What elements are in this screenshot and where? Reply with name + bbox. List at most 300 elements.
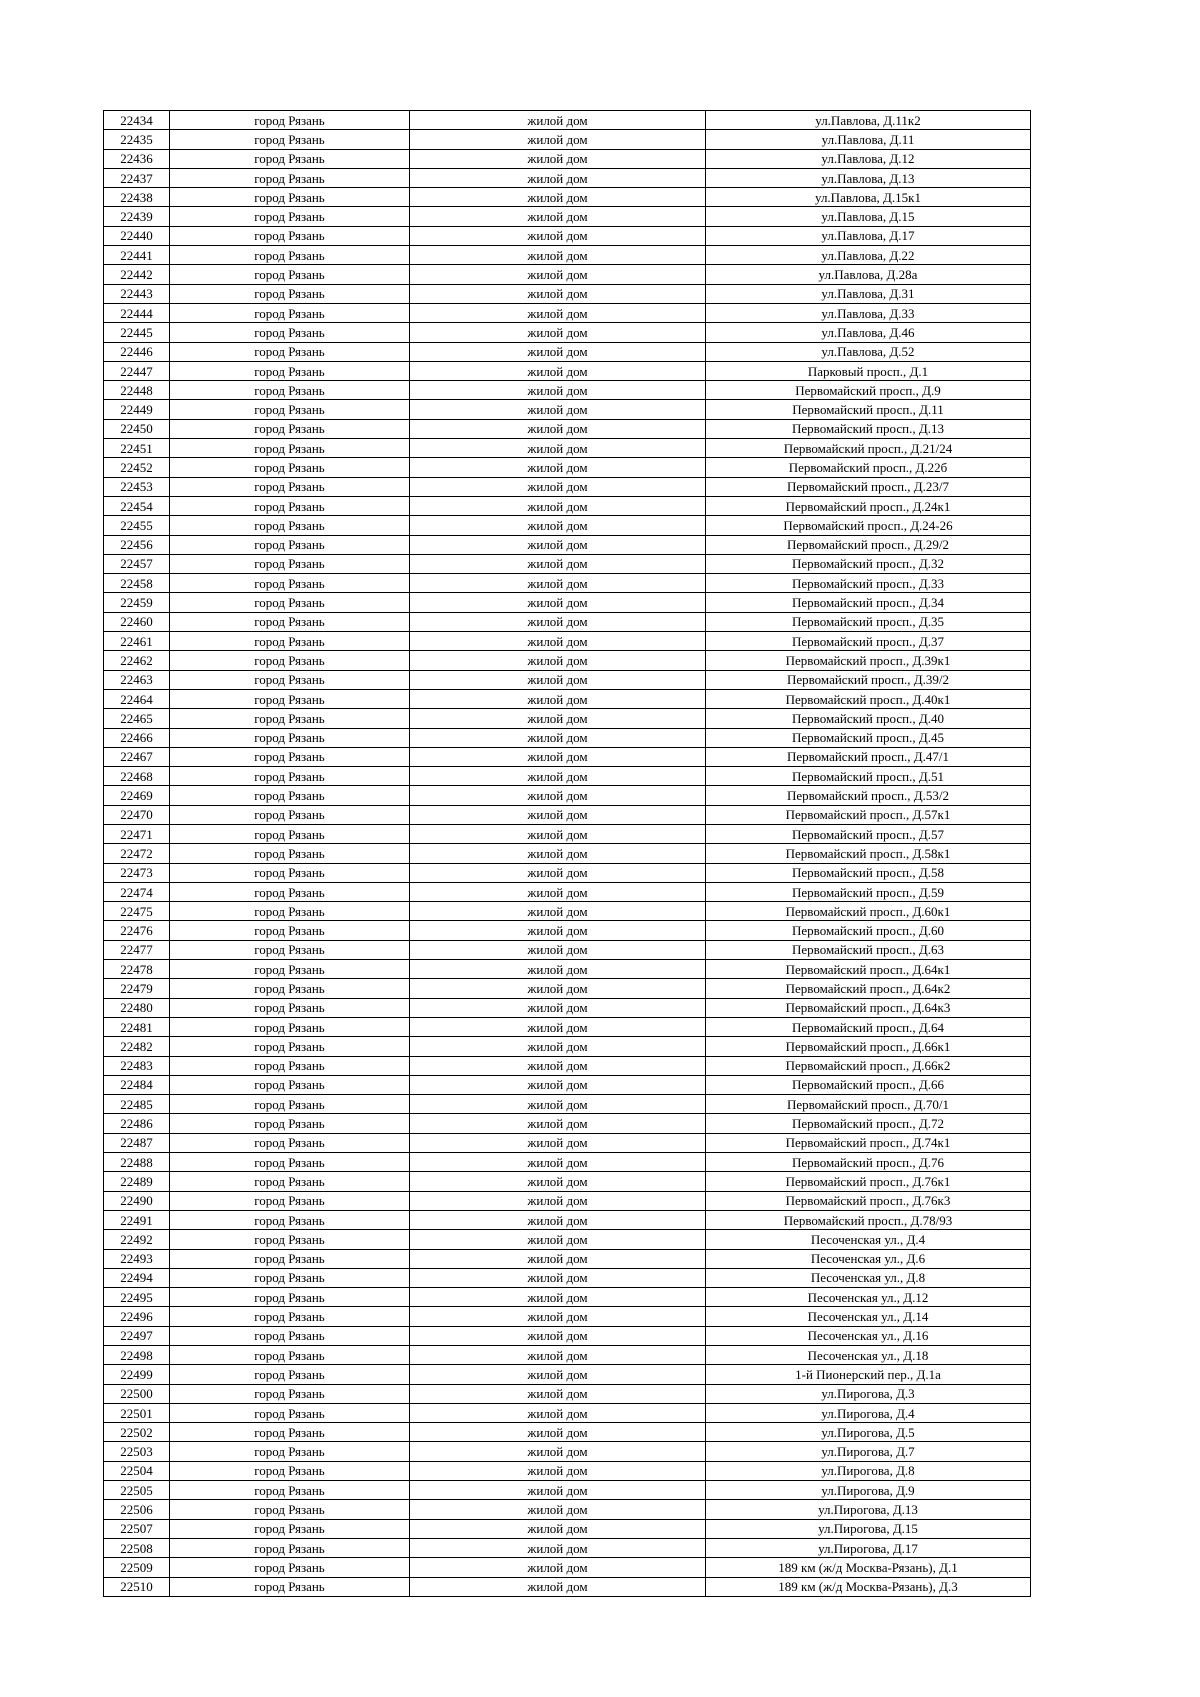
city-cell: город Рязань bbox=[170, 1249, 410, 1268]
row-number-cell: 22452 bbox=[104, 458, 170, 477]
building-type-cell: жилой дом bbox=[410, 709, 706, 728]
city-cell: город Рязань bbox=[170, 882, 410, 901]
table-row bbox=[104, 1230, 1031, 1249]
table-row bbox=[104, 458, 1031, 477]
city-cell: город Рязань bbox=[170, 207, 410, 226]
table-row bbox=[104, 1558, 1031, 1577]
row-number-cell: 22487 bbox=[104, 1133, 170, 1152]
building-type-cell: жилой дом bbox=[410, 303, 706, 322]
building-type-cell: жилой дом bbox=[410, 111, 706, 130]
building-type-cell: жилой дом bbox=[410, 361, 706, 380]
building-type-cell: жилой дом bbox=[410, 554, 706, 573]
city-cell: город Рязань bbox=[170, 689, 410, 708]
table-row bbox=[104, 786, 1031, 805]
city-cell: город Рязань bbox=[170, 1230, 410, 1249]
building-type-cell: жилой дом bbox=[410, 168, 706, 187]
address-cell: Первомайский просп., Д.76 bbox=[706, 1153, 1031, 1172]
row-number-cell: 22482 bbox=[104, 1037, 170, 1056]
building-type-cell: жилой дом bbox=[410, 535, 706, 554]
address-cell: ул.Павлова, Д.11 bbox=[706, 130, 1031, 149]
row-number-cell: 22508 bbox=[104, 1538, 170, 1557]
city-cell: город Рязань bbox=[170, 516, 410, 535]
row-number-cell: 22465 bbox=[104, 709, 170, 728]
building-type-cell: жилой дом bbox=[410, 381, 706, 400]
city-cell: город Рязань bbox=[170, 188, 410, 207]
row-number-cell: 22509 bbox=[104, 1558, 170, 1577]
table-row bbox=[104, 168, 1031, 187]
row-number-cell: 22440 bbox=[104, 226, 170, 245]
address-cell: ул.Павлова, Д.15к1 bbox=[706, 188, 1031, 207]
building-type-cell: жилой дом bbox=[410, 323, 706, 342]
address-cell: Первомайский просп., Д.66к2 bbox=[706, 1056, 1031, 1075]
table-row bbox=[104, 593, 1031, 612]
address-cell: Первомайский просп., Д.66к1 bbox=[706, 1037, 1031, 1056]
row-number-cell: 22501 bbox=[104, 1403, 170, 1422]
row-number-cell: 22471 bbox=[104, 824, 170, 843]
table-row bbox=[104, 496, 1031, 515]
building-type-cell: жилой дом bbox=[410, 1365, 706, 1384]
city-cell: город Рязань bbox=[170, 902, 410, 921]
building-type-cell: жилой дом bbox=[410, 265, 706, 284]
city-cell: город Рязань bbox=[170, 1384, 410, 1403]
building-type-cell: жилой дом bbox=[410, 728, 706, 747]
address-cell: Песоченская ул., Д.4 bbox=[706, 1230, 1031, 1249]
building-type-cell: жилой дом bbox=[410, 1037, 706, 1056]
city-cell: город Рязань bbox=[170, 979, 410, 998]
address-cell: Песоченская ул., Д.16 bbox=[706, 1326, 1031, 1345]
row-number-cell: 22468 bbox=[104, 767, 170, 786]
building-type-cell: жилой дом bbox=[410, 1133, 706, 1152]
city-cell: город Рязань bbox=[170, 651, 410, 670]
building-type-cell: жилой дом bbox=[410, 207, 706, 226]
row-number-cell: 22457 bbox=[104, 554, 170, 573]
building-type-cell: жилой дом bbox=[410, 1307, 706, 1326]
building-type-cell: жилой дом bbox=[410, 477, 706, 496]
city-cell: город Рязань bbox=[170, 1210, 410, 1229]
address-cell: Первомайский просп., Д.11 bbox=[706, 400, 1031, 419]
city-cell: город Рязань bbox=[170, 1326, 410, 1345]
building-type-cell: жилой дом bbox=[410, 998, 706, 1017]
building-type-cell: жилой дом bbox=[410, 786, 706, 805]
city-cell: город Рязань bbox=[170, 1461, 410, 1480]
row-number-cell: 22485 bbox=[104, 1095, 170, 1114]
table-row bbox=[104, 1346, 1031, 1365]
table-row bbox=[104, 381, 1031, 400]
table-row bbox=[104, 1153, 1031, 1172]
address-cell: Первомайский просп., Д.63 bbox=[706, 940, 1031, 959]
address-cell: Первомайский просп., Д.64к2 bbox=[706, 979, 1031, 998]
row-number-cell: 22456 bbox=[104, 535, 170, 554]
row-number-cell: 22497 bbox=[104, 1326, 170, 1345]
address-cell: ул.Павлова, Д.22 bbox=[706, 246, 1031, 265]
building-type-cell: жилой дом bbox=[410, 1114, 706, 1133]
building-type-cell: жилой дом bbox=[410, 651, 706, 670]
table-row bbox=[104, 1268, 1031, 1287]
address-cell: Первомайский просп., Д.37 bbox=[706, 632, 1031, 651]
city-cell: город Рязань bbox=[170, 1423, 410, 1442]
address-cell: Песоченская ул., Д.18 bbox=[706, 1346, 1031, 1365]
row-number-cell: 22491 bbox=[104, 1210, 170, 1229]
row-number-cell: 22507 bbox=[104, 1519, 170, 1538]
city-cell: город Рязань bbox=[170, 863, 410, 882]
row-number-cell: 22474 bbox=[104, 882, 170, 901]
building-type-cell: жилой дом bbox=[410, 246, 706, 265]
building-type-cell: жилой дом bbox=[410, 516, 706, 535]
city-cell: город Рязань bbox=[170, 1442, 410, 1461]
building-type-cell: жилой дом bbox=[410, 593, 706, 612]
table-row bbox=[104, 130, 1031, 149]
row-number-cell: 22453 bbox=[104, 477, 170, 496]
row-number-cell: 22444 bbox=[104, 303, 170, 322]
table-row bbox=[104, 1384, 1031, 1403]
building-type-cell: жилой дом bbox=[410, 902, 706, 921]
city-cell: город Рязань bbox=[170, 1519, 410, 1538]
address-cell: ул.Павлова, Д.15 bbox=[706, 207, 1031, 226]
table-row bbox=[104, 689, 1031, 708]
address-cell: ул.Пирогова, Д.3 bbox=[706, 1384, 1031, 1403]
table-row bbox=[104, 960, 1031, 979]
city-cell: город Рязань bbox=[170, 130, 410, 149]
row-number-cell: 22499 bbox=[104, 1365, 170, 1384]
row-number-cell: 22488 bbox=[104, 1153, 170, 1172]
city-cell: город Рязань bbox=[170, 284, 410, 303]
building-type-cell: жилой дом bbox=[410, 844, 706, 863]
building-type-cell: жилой дом bbox=[410, 979, 706, 998]
building-type-cell: жилой дом bbox=[410, 767, 706, 786]
address-cell: Первомайский просп., Д.22б bbox=[706, 458, 1031, 477]
building-type-cell: жилой дом bbox=[410, 1558, 706, 1577]
row-number-cell: 22466 bbox=[104, 728, 170, 747]
address-cell: Первомайский просп., Д.24к1 bbox=[706, 496, 1031, 515]
building-type-cell: жилой дом bbox=[410, 226, 706, 245]
row-number-cell: 22506 bbox=[104, 1500, 170, 1519]
address-cell: ул.Павлова, Д.28а bbox=[706, 265, 1031, 284]
address-cell: Первомайский просп., Д.70/1 bbox=[706, 1095, 1031, 1114]
address-cell: Первомайский просп., Д.72 bbox=[706, 1114, 1031, 1133]
building-type-cell: жилой дом bbox=[410, 632, 706, 651]
table-row bbox=[104, 1307, 1031, 1326]
row-number-cell: 22489 bbox=[104, 1172, 170, 1191]
building-type-cell: жилой дом bbox=[410, 612, 706, 631]
building-type-cell: жилой дом bbox=[410, 574, 706, 593]
row-number-cell: 22446 bbox=[104, 342, 170, 361]
address-cell: Первомайский просп., Д.13 bbox=[706, 419, 1031, 438]
address-cell: Первомайский просп., Д.24-26 bbox=[706, 516, 1031, 535]
building-type-cell: жилой дом bbox=[410, 805, 706, 824]
city-cell: город Рязань bbox=[170, 535, 410, 554]
city-cell: город Рязань bbox=[170, 1288, 410, 1307]
row-number-cell: 22496 bbox=[104, 1307, 170, 1326]
address-cell: Первомайский просп., Д.60к1 bbox=[706, 902, 1031, 921]
city-cell: город Рязань bbox=[170, 1403, 410, 1422]
row-number-cell: 22454 bbox=[104, 496, 170, 515]
address-cell: Первомайский просп., Д.45 bbox=[706, 728, 1031, 747]
address-cell: ул.Павлова, Д.12 bbox=[706, 149, 1031, 168]
city-cell: город Рязань bbox=[170, 612, 410, 631]
city-cell: город Рязань bbox=[170, 1307, 410, 1326]
city-cell: город Рязань bbox=[170, 303, 410, 322]
row-number-cell: 22438 bbox=[104, 188, 170, 207]
building-type-cell: жилой дом bbox=[410, 1288, 706, 1307]
table-row bbox=[104, 400, 1031, 419]
city-cell: город Рязань bbox=[170, 246, 410, 265]
table-row bbox=[104, 1403, 1031, 1422]
building-type-cell: жилой дом bbox=[410, 149, 706, 168]
building-type-cell: жилой дом bbox=[410, 882, 706, 901]
building-type-cell: жилой дом bbox=[410, 1481, 706, 1500]
table-row bbox=[104, 188, 1031, 207]
city-cell: город Рязань bbox=[170, 824, 410, 843]
row-number-cell: 22434 bbox=[104, 111, 170, 130]
table-row bbox=[104, 1577, 1031, 1596]
table-row bbox=[104, 1172, 1031, 1191]
table-row bbox=[104, 824, 1031, 843]
table-row bbox=[104, 1191, 1031, 1210]
row-number-cell: 22500 bbox=[104, 1384, 170, 1403]
address-cell: Первомайский просп., Д.33 bbox=[706, 574, 1031, 593]
table-row bbox=[104, 535, 1031, 554]
city-cell: город Рязань bbox=[170, 1346, 410, 1365]
city-cell: город Рязань bbox=[170, 1365, 410, 1384]
address-cell: ул.Пирогова, Д.4 bbox=[706, 1403, 1031, 1422]
city-cell: город Рязань bbox=[170, 767, 410, 786]
building-type-cell: жилой дом bbox=[410, 940, 706, 959]
address-cell: Первомайский просп., Д.34 bbox=[706, 593, 1031, 612]
table-row bbox=[104, 1017, 1031, 1036]
row-number-cell: 22459 bbox=[104, 593, 170, 612]
table-row bbox=[104, 419, 1031, 438]
building-type-cell: жилой дом bbox=[410, 1095, 706, 1114]
table-row bbox=[104, 940, 1031, 959]
building-type-cell: жилой дом bbox=[410, 342, 706, 361]
row-number-cell: 22436 bbox=[104, 149, 170, 168]
city-cell: город Рязань bbox=[170, 921, 410, 940]
row-number-cell: 22483 bbox=[104, 1056, 170, 1075]
row-number-cell: 22490 bbox=[104, 1191, 170, 1210]
table-row bbox=[104, 670, 1031, 689]
building-type-cell: жилой дом bbox=[410, 1191, 706, 1210]
city-cell: город Рязань bbox=[170, 728, 410, 747]
address-cell: Песоченская ул., Д.14 bbox=[706, 1307, 1031, 1326]
building-type-cell: жилой дом bbox=[410, 439, 706, 458]
city-cell: город Рязань bbox=[170, 786, 410, 805]
table-row bbox=[104, 632, 1031, 651]
building-type-cell: жилой дом bbox=[410, 1403, 706, 1422]
table-row bbox=[104, 767, 1031, 786]
building-type-cell: жилой дом bbox=[410, 689, 706, 708]
building-type-cell: жилой дом bbox=[410, 1249, 706, 1268]
address-cell: ул.Пирогова, Д.13 bbox=[706, 1500, 1031, 1519]
address-cell: ул.Павлова, Д.31 bbox=[706, 284, 1031, 303]
building-type-cell: жилой дом bbox=[410, 130, 706, 149]
row-number-cell: 22493 bbox=[104, 1249, 170, 1268]
address-cell: Первомайский просп., Д.51 bbox=[706, 767, 1031, 786]
city-cell: город Рязань bbox=[170, 1075, 410, 1094]
building-type-cell: жилой дом bbox=[410, 1326, 706, 1345]
address-cell: Первомайский просп., Д.9 bbox=[706, 381, 1031, 400]
row-number-cell: 22503 bbox=[104, 1442, 170, 1461]
row-number-cell: 22498 bbox=[104, 1346, 170, 1365]
address-cell: ул.Павлова, Д.17 bbox=[706, 226, 1031, 245]
address-cell: Первомайский просп., Д.39/2 bbox=[706, 670, 1031, 689]
row-number-cell: 22477 bbox=[104, 940, 170, 959]
row-number-cell: 22484 bbox=[104, 1075, 170, 1094]
address-cell: ул.Павлова, Д.13 bbox=[706, 168, 1031, 187]
address-cell: Первомайский просп., Д.35 bbox=[706, 612, 1031, 631]
table-row bbox=[104, 265, 1031, 284]
table-row bbox=[104, 1423, 1031, 1442]
building-type-cell: жилой дом bbox=[410, 419, 706, 438]
row-number-cell: 22461 bbox=[104, 632, 170, 651]
building-type-cell: жилой дом bbox=[410, 1230, 706, 1249]
city-cell: город Рязань bbox=[170, 1191, 410, 1210]
row-number-cell: 22435 bbox=[104, 130, 170, 149]
table-row bbox=[104, 111, 1031, 130]
address-cell: Первомайский просп., Д.57 bbox=[706, 824, 1031, 843]
building-type-cell: жилой дом bbox=[410, 1172, 706, 1191]
city-cell: город Рязань bbox=[170, 1153, 410, 1172]
row-number-cell: 22447 bbox=[104, 361, 170, 380]
city-cell: город Рязань bbox=[170, 1558, 410, 1577]
city-cell: город Рязань bbox=[170, 419, 410, 438]
address-cell: Первомайский просп., Д.59 bbox=[706, 882, 1031, 901]
address-cell: Первомайский просп., Д.58к1 bbox=[706, 844, 1031, 863]
city-cell: город Рязань bbox=[170, 747, 410, 766]
address-cell: Первомайский просп., Д.23/7 bbox=[706, 477, 1031, 496]
city-cell: город Рязань bbox=[170, 361, 410, 380]
city-cell: город Рязань bbox=[170, 400, 410, 419]
address-cell: Первомайский просп., Д.29/2 bbox=[706, 535, 1031, 554]
address-cell: Первомайский просп., Д.40к1 bbox=[706, 689, 1031, 708]
city-cell: город Рязань bbox=[170, 1481, 410, 1500]
building-type-cell: жилой дом bbox=[410, 1538, 706, 1557]
city-cell: город Рязань bbox=[170, 632, 410, 651]
city-cell: город Рязань bbox=[170, 998, 410, 1017]
city-cell: город Рязань bbox=[170, 1538, 410, 1557]
row-number-cell: 22502 bbox=[104, 1423, 170, 1442]
city-cell: город Рязань bbox=[170, 670, 410, 689]
building-type-cell: жилой дом bbox=[410, 1500, 706, 1519]
address-cell: Первомайский просп., Д.40 bbox=[706, 709, 1031, 728]
address-cell: Первомайский просп., Д.64 bbox=[706, 1017, 1031, 1036]
city-cell: город Рязань bbox=[170, 709, 410, 728]
registry-table bbox=[103, 110, 1031, 1597]
address-cell: 189 км (ж/д Москва-Рязань), Д.1 bbox=[706, 1558, 1031, 1577]
table-row bbox=[104, 1037, 1031, 1056]
row-number-cell: 22441 bbox=[104, 246, 170, 265]
table-row bbox=[104, 1095, 1031, 1114]
address-cell: ул.Павлова, Д.52 bbox=[706, 342, 1031, 361]
city-cell: город Рязань bbox=[170, 477, 410, 496]
city-cell: город Рязань bbox=[170, 1114, 410, 1133]
city-cell: город Рязань bbox=[170, 168, 410, 187]
address-cell: Первомайский просп., Д.76к3 bbox=[706, 1191, 1031, 1210]
table-row bbox=[104, 516, 1031, 535]
building-type-cell: жилой дом bbox=[410, 1210, 706, 1229]
table-row bbox=[104, 226, 1031, 245]
row-number-cell: 22486 bbox=[104, 1114, 170, 1133]
table-row bbox=[104, 342, 1031, 361]
address-cell: ул.Пирогова, Д.8 bbox=[706, 1461, 1031, 1480]
table-row bbox=[104, 1461, 1031, 1480]
address-cell: Первомайский просп., Д.58 bbox=[706, 863, 1031, 882]
table-row bbox=[104, 574, 1031, 593]
row-number-cell: 22505 bbox=[104, 1481, 170, 1500]
table-row bbox=[104, 921, 1031, 940]
row-number-cell: 22442 bbox=[104, 265, 170, 284]
table-row bbox=[104, 303, 1031, 322]
address-cell: ул.Павлова, Д.11к2 bbox=[706, 111, 1031, 130]
building-type-cell: жилой дом bbox=[410, 1461, 706, 1480]
row-number-cell: 22448 bbox=[104, 381, 170, 400]
city-cell: город Рязань bbox=[170, 149, 410, 168]
city-cell: город Рязань bbox=[170, 940, 410, 959]
address-cell: Первомайский просп., Д.66 bbox=[706, 1075, 1031, 1094]
row-number-cell: 22449 bbox=[104, 400, 170, 419]
building-type-cell: жилой дом bbox=[410, 960, 706, 979]
city-cell: город Рязань bbox=[170, 1500, 410, 1519]
city-cell: город Рязань bbox=[170, 226, 410, 245]
table-row bbox=[104, 747, 1031, 766]
building-type-cell: жилой дом bbox=[410, 400, 706, 419]
address-cell: ул.Пирогова, Д.7 bbox=[706, 1442, 1031, 1461]
building-type-cell: жилой дом bbox=[410, 1577, 706, 1596]
building-type-cell: жилой дом bbox=[410, 1519, 706, 1538]
building-type-cell: жилой дом bbox=[410, 1268, 706, 1287]
table-row bbox=[104, 902, 1031, 921]
address-cell: Первомайский просп., Д.53/2 bbox=[706, 786, 1031, 805]
address-cell: Песоченская ул., Д.12 bbox=[706, 1288, 1031, 1307]
building-type-cell: жилой дом bbox=[410, 824, 706, 843]
city-cell: город Рязань bbox=[170, 1056, 410, 1075]
row-number-cell: 22467 bbox=[104, 747, 170, 766]
table-row bbox=[104, 207, 1031, 226]
row-number-cell: 22504 bbox=[104, 1461, 170, 1480]
address-cell: 189 км (ж/д Москва-Рязань), Д.3 bbox=[706, 1577, 1031, 1596]
row-number-cell: 22492 bbox=[104, 1230, 170, 1249]
table-row bbox=[104, 1326, 1031, 1345]
row-number-cell: 22460 bbox=[104, 612, 170, 631]
city-cell: город Рязань bbox=[170, 1577, 410, 1596]
table-row bbox=[104, 1133, 1031, 1152]
address-cell: Первомайский просп., Д.76к1 bbox=[706, 1172, 1031, 1191]
table-row bbox=[104, 149, 1031, 168]
city-cell: город Рязань bbox=[170, 1268, 410, 1287]
row-number-cell: 22464 bbox=[104, 689, 170, 708]
row-number-cell: 22510 bbox=[104, 1577, 170, 1596]
city-cell: город Рязань bbox=[170, 844, 410, 863]
building-type-cell: жилой дом bbox=[410, 1442, 706, 1461]
address-cell: ул.Пирогова, Д.9 bbox=[706, 1481, 1031, 1500]
table-row bbox=[104, 1442, 1031, 1461]
city-cell: город Рязань bbox=[170, 960, 410, 979]
address-cell: ул.Пирогова, Д.15 bbox=[706, 1519, 1031, 1538]
row-number-cell: 22451 bbox=[104, 439, 170, 458]
table-row bbox=[104, 1519, 1031, 1538]
address-cell: ул.Павлова, Д.33 bbox=[706, 303, 1031, 322]
table-row bbox=[104, 863, 1031, 882]
row-number-cell: 22445 bbox=[104, 323, 170, 342]
table-row bbox=[104, 651, 1031, 670]
row-number-cell: 22481 bbox=[104, 1017, 170, 1036]
address-cell: Парковый просп., Д.1 bbox=[706, 361, 1031, 380]
row-number-cell: 22475 bbox=[104, 902, 170, 921]
building-type-cell: жилой дом bbox=[410, 670, 706, 689]
row-number-cell: 22476 bbox=[104, 921, 170, 940]
city-cell: город Рязань bbox=[170, 574, 410, 593]
registry-table-body bbox=[104, 111, 1031, 1597]
table-row bbox=[104, 284, 1031, 303]
